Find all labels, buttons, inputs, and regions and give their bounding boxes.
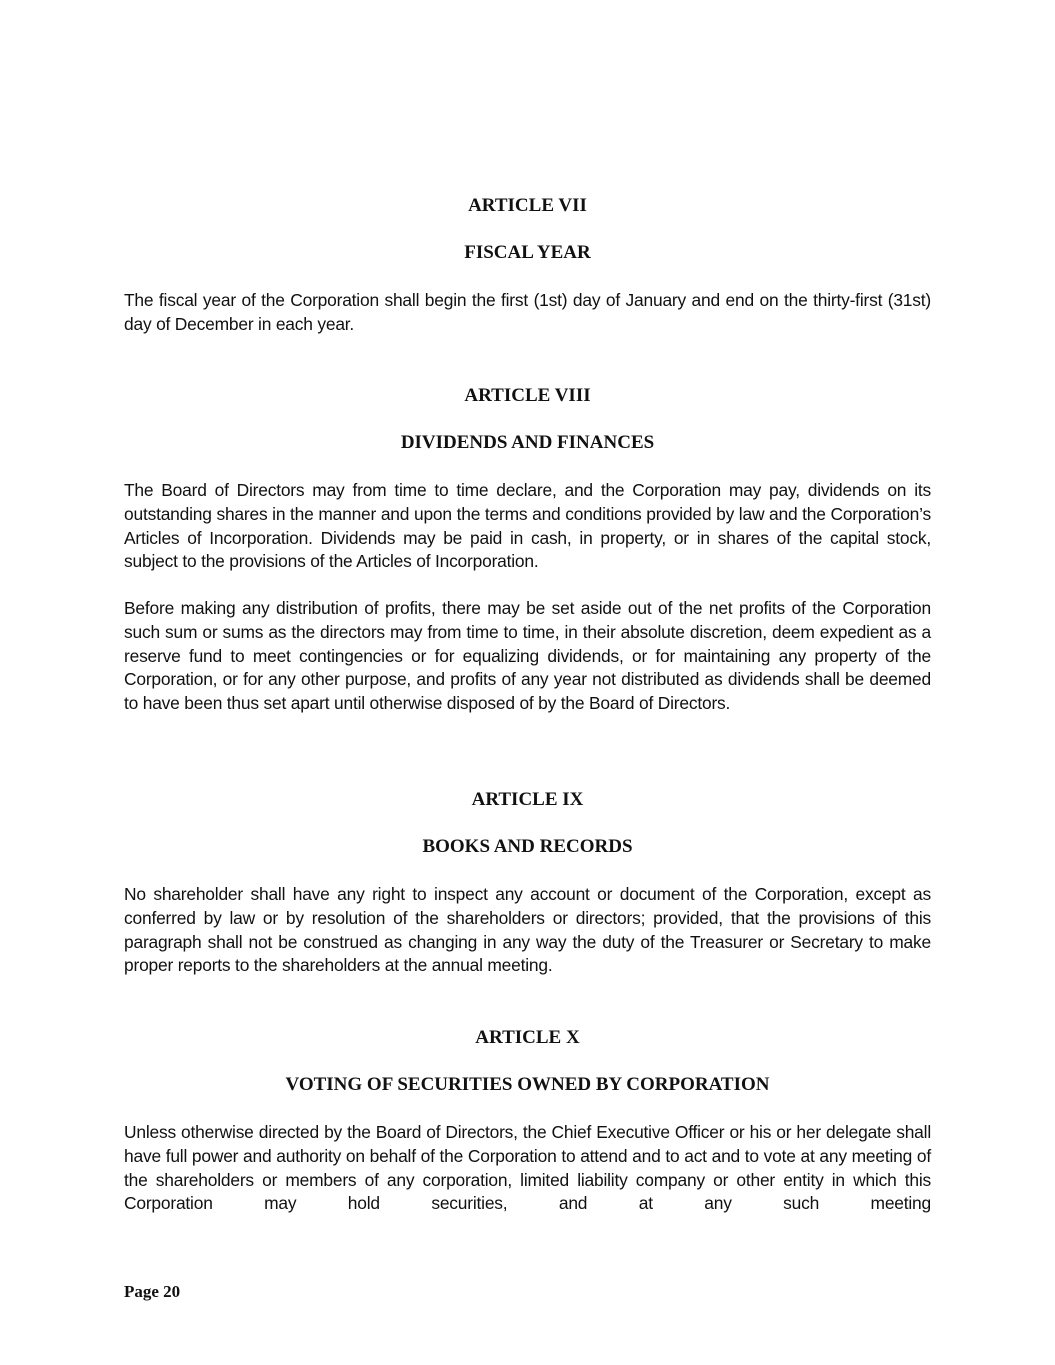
article-heading: ARTICLE IX xyxy=(471,789,584,810)
article-heading: ARTICLE VII xyxy=(468,195,587,216)
article-title: BOOKS AND RECORDS xyxy=(422,836,633,857)
article-title: VOTING OF SECURITIES OWNED BY CORPORATION xyxy=(285,1074,770,1095)
page-number: Page 20 xyxy=(124,1282,181,1301)
paragraph: The fiscal year of the Corporation shall begin the first (1st) day of January and end on the thirty-first (31st) day of December in each year. xyxy=(124,290,931,334)
article-title: FISCAL YEAR xyxy=(464,242,591,263)
paragraph: Unless otherwise directed by the Board of Directors, the Chief Executive Officer or his or her delegate shall have full power and authority on behalf of the Corporation to attend and to act and to vote at any meeting of the shareholders or members of any corporation, limited liability company or other entity in which this Corporation may hold securities, and at any such meeting xyxy=(124,1122,931,1214)
article-heading: ARTICLE X xyxy=(475,1027,580,1048)
article-heading: ARTICLE VIII xyxy=(464,385,591,406)
paragraph: The Board of Directors may from time to time declare, and the Corporation may pay, dividends on its outstanding shares in the manner and upon the terms and conditions provided by law and the Corporation’s Articles of Incorporation. Dividends may be paid in cash, in property, or in shares of the capital stock, subject to the provisions of the Articles of Incorporation. xyxy=(124,480,931,572)
paragraph: Before making any distribution of profits, there may be set aside out of the net profits of the Corporation such sum or sums as the directors may from time to time, in their absolute discretion, deem expedient as a reserve fund to meet contingencies or for equalizing dividends, or for maintaining any property of the Corporation, or for any other purpose, and profits of any year not distributed as dividends shall be deemed to have been thus set apart until otherwise disposed of by the Board of Directors. xyxy=(124,598,931,714)
paragraph: No shareholder shall have any right to inspect any account or document of the Corporation, except as conferred by law or by resolution of the shareholders or directors; provided, that the provisions of this paragraph shall not be construed as changing in any way the duty of the Treasurer or Secretary to make proper reports to the shareholders at the annual meeting. xyxy=(124,884,931,976)
article-title: DIVIDENDS AND FINANCES xyxy=(400,432,655,453)
